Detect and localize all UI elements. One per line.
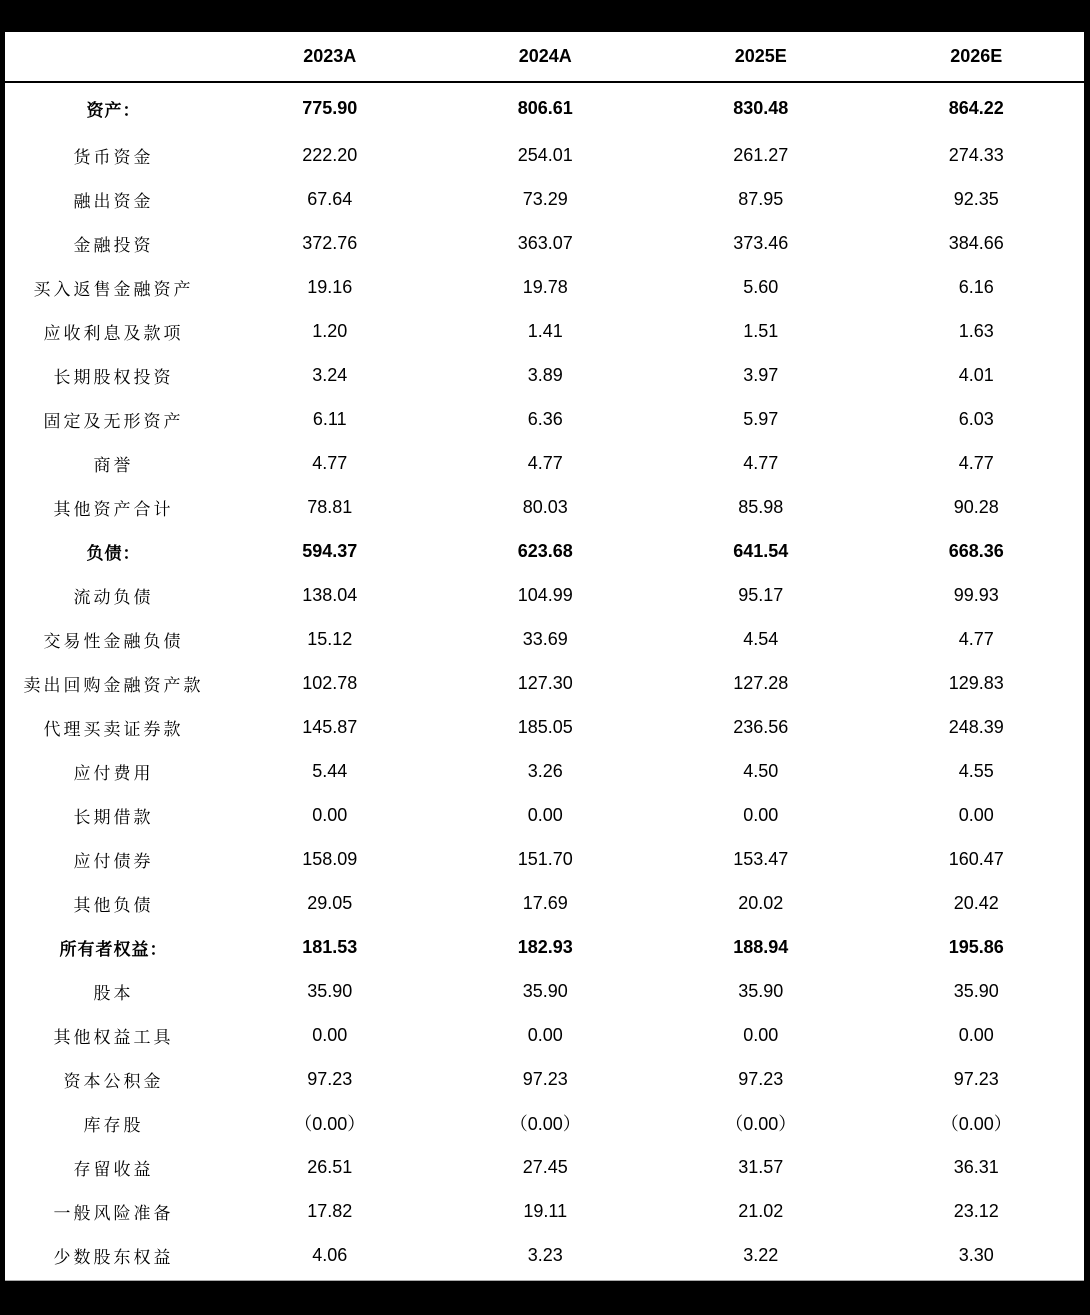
cell-value: 4.55 xyxy=(958,760,994,781)
table-row xyxy=(5,1013,1084,1057)
table-row xyxy=(5,1189,1084,1233)
cell-value: 29.05 xyxy=(307,892,353,913)
cell-value: 3.30 xyxy=(958,1244,994,1265)
row-label: 固定及无形资产 xyxy=(43,411,184,432)
cell-value: 185.05 xyxy=(517,716,573,737)
cell-value: 35.90 xyxy=(738,980,784,1001)
row-label: 长期股权投资 xyxy=(53,367,174,388)
row-label: 负债： xyxy=(86,543,141,564)
cell-value: 145.87 xyxy=(302,716,358,737)
cell-value: 641.54 xyxy=(733,540,789,561)
row-label: 长期借款 xyxy=(73,807,154,828)
cell-value: 151.70 xyxy=(517,848,573,869)
cell-value: 95.17 xyxy=(738,584,784,605)
table-row xyxy=(5,837,1084,881)
row-label: 交易性金融负债 xyxy=(43,631,184,652)
row-label: 融出资金 xyxy=(73,191,154,212)
cell-value: 19.78 xyxy=(522,276,568,297)
cell-value: 104.99 xyxy=(517,584,573,605)
cell-value: 153.47 xyxy=(733,848,789,869)
cell-value: 160.47 xyxy=(948,848,1004,869)
cell-value: （0.00） xyxy=(725,1114,797,1134)
cell-value: 0.00 xyxy=(958,1024,994,1045)
cell-value: 0.00 xyxy=(958,804,994,825)
cell-value: 85.98 xyxy=(738,496,784,517)
cell-value: 5.97 xyxy=(743,408,779,429)
table-row xyxy=(5,265,1084,309)
cell-value: 20.02 xyxy=(738,892,784,913)
cell-value: 3.23 xyxy=(527,1244,563,1265)
cell-value: 73.29 xyxy=(522,188,568,209)
cell-value: 127.30 xyxy=(517,672,573,693)
cell-value: 1.51 xyxy=(743,320,779,341)
header-year-3: 2025E xyxy=(653,32,869,82)
cell-value: 0.00 xyxy=(312,1024,348,1045)
table-row xyxy=(5,617,1084,661)
cell-value: 195.86 xyxy=(948,936,1004,957)
cell-value: 1.63 xyxy=(958,320,994,341)
cell-value: 384.66 xyxy=(948,232,1004,253)
table-row xyxy=(5,397,1084,441)
header-year-2: 2024A xyxy=(438,32,654,82)
cell-value: 4.77 xyxy=(958,628,994,649)
cell-value: 594.37 xyxy=(302,540,358,561)
table-row xyxy=(5,353,1084,397)
cell-value: 92.35 xyxy=(953,188,999,209)
row-label: 金融投资 xyxy=(73,235,154,256)
cell-value: 0.00 xyxy=(527,804,563,825)
row-label: 其他负债 xyxy=(73,895,154,916)
cell-value: 35.90 xyxy=(307,980,353,1001)
cell-value: 97.23 xyxy=(307,1068,353,1089)
cell-value: 35.90 xyxy=(953,980,999,1001)
table-row xyxy=(5,573,1084,617)
row-label: 少数股东权益 xyxy=(53,1247,174,1268)
cell-value: 3.97 xyxy=(743,364,779,385)
table-row xyxy=(5,969,1084,1013)
cell-value: 3.26 xyxy=(527,760,563,781)
cell-value: （0.00） xyxy=(509,1114,581,1134)
cell-value: 668.36 xyxy=(948,540,1004,561)
cell-value: 127.28 xyxy=(733,672,789,693)
cell-value: 373.46 xyxy=(733,232,789,253)
cell-value: 97.23 xyxy=(738,1068,784,1089)
table-row xyxy=(5,705,1084,749)
balance-sheet-table xyxy=(5,32,1084,1277)
table-row xyxy=(5,309,1084,353)
table-row xyxy=(5,221,1084,265)
table-row xyxy=(5,661,1084,705)
cell-value: 4.06 xyxy=(312,1244,348,1265)
cell-value: 6.03 xyxy=(958,408,994,429)
cell-value: 35.90 xyxy=(522,980,568,1001)
row-label: 货币资金 xyxy=(73,147,154,168)
cell-value: 6.36 xyxy=(527,408,563,429)
cell-value: 3.89 xyxy=(527,364,563,385)
cell-value: 78.81 xyxy=(307,496,353,517)
table-row xyxy=(5,1101,1084,1145)
cell-value: 363.07 xyxy=(517,232,573,253)
cell-value: 26.51 xyxy=(307,1156,353,1177)
table-row xyxy=(5,177,1084,221)
row-label: 商誉 xyxy=(93,455,134,476)
row-label: 其他资产合计 xyxy=(53,499,174,520)
cell-value: 5.44 xyxy=(312,760,348,781)
cell-value: 20.42 xyxy=(953,892,999,913)
table-row xyxy=(5,441,1084,485)
cell-value: 138.04 xyxy=(302,584,358,605)
cell-value: 19.11 xyxy=(523,1200,568,1221)
cell-value: 248.39 xyxy=(948,716,1004,737)
cell-value: 182.93 xyxy=(517,936,573,957)
section-total-row xyxy=(5,925,1084,969)
row-label: 库存股 xyxy=(83,1115,144,1136)
bottom-divider xyxy=(5,1280,1084,1281)
cell-value: 97.23 xyxy=(953,1068,999,1089)
cell-value: 6.11 xyxy=(312,408,347,429)
cell-value: 261.27 xyxy=(733,144,789,165)
cell-value: 21.02 xyxy=(738,1200,784,1221)
row-label: 一般风险准备 xyxy=(53,1203,174,1224)
cell-value: 15.12 xyxy=(307,628,353,649)
cell-value: 236.56 xyxy=(733,716,789,737)
cell-value: 806.61 xyxy=(517,97,573,118)
cell-value: 1.41 xyxy=(527,320,563,341)
row-label: 其他权益工具 xyxy=(53,1027,174,1048)
table-row xyxy=(5,1233,1084,1277)
table-row xyxy=(5,1145,1084,1189)
section-total-row xyxy=(5,529,1084,573)
cell-value: 0.00 xyxy=(743,804,779,825)
table-row xyxy=(5,881,1084,925)
header-row xyxy=(5,32,1084,82)
table-row xyxy=(5,1057,1084,1101)
cell-value: 4.54 xyxy=(743,628,779,649)
cell-value: 0.00 xyxy=(743,1024,779,1045)
cell-value: 4.77 xyxy=(743,452,779,473)
cell-value: 23.12 xyxy=(953,1200,999,1221)
cell-value: 864.22 xyxy=(948,97,1004,118)
cell-value: 775.90 xyxy=(302,97,358,118)
section-total-row xyxy=(5,82,1084,133)
row-label: 股本 xyxy=(93,983,134,1004)
cell-value: 19.16 xyxy=(307,276,353,297)
cell-value: 372.76 xyxy=(302,232,358,253)
header-year-1: 2023A xyxy=(222,32,438,82)
cell-value: 5.60 xyxy=(743,276,779,297)
cell-value: 129.83 xyxy=(948,672,1004,693)
cell-value: 4.77 xyxy=(527,452,563,473)
row-label: 所有者权益： xyxy=(59,939,168,960)
cell-value: 1.20 xyxy=(312,320,348,341)
row-label: 资本公积金 xyxy=(63,1071,164,1092)
cell-value: 0.00 xyxy=(312,804,348,825)
row-label: 应付费用 xyxy=(73,763,154,784)
cell-value: 4.77 xyxy=(312,452,348,473)
row-label: 应收利息及款项 xyxy=(43,323,184,344)
cell-value: 99.93 xyxy=(953,584,999,605)
row-label: 买入返售金融资产 xyxy=(33,279,194,300)
cell-value: 80.03 xyxy=(522,496,568,517)
row-label: 代理买卖证券款 xyxy=(43,719,184,740)
cell-value: 6.16 xyxy=(958,276,994,297)
cell-value: 254.01 xyxy=(517,144,573,165)
balance-sheet-panel xyxy=(5,32,1084,1281)
table-body xyxy=(5,82,1084,1277)
cell-value: 17.82 xyxy=(307,1200,353,1221)
cell-value: 188.94 xyxy=(733,936,789,957)
cell-value: 87.95 xyxy=(738,188,784,209)
cell-value: 830.48 xyxy=(733,97,789,118)
table-row xyxy=(5,793,1084,837)
cell-value: 0.00 xyxy=(527,1024,563,1045)
cell-value: （0.00） xyxy=(940,1114,1012,1134)
cell-value: 4.77 xyxy=(958,452,994,473)
cell-value: 4.50 xyxy=(743,760,779,781)
table-row xyxy=(5,485,1084,529)
cell-value: 31.57 xyxy=(738,1156,784,1177)
cell-value: 33.69 xyxy=(522,628,568,649)
cell-value: 623.68 xyxy=(517,540,573,561)
cell-value: 67.64 xyxy=(307,188,353,209)
header-year-4: 2026E xyxy=(869,32,1085,82)
cell-value: 3.24 xyxy=(312,364,348,385)
row-label: 流动负债 xyxy=(73,587,154,608)
cell-value: 27.45 xyxy=(522,1156,568,1177)
cell-value: 181.53 xyxy=(302,936,358,957)
cell-value: 158.09 xyxy=(302,848,358,869)
cell-value: 90.28 xyxy=(953,496,999,517)
cell-value: 222.20 xyxy=(302,144,358,165)
cell-value: 4.01 xyxy=(958,364,994,385)
header-label-column xyxy=(5,32,222,82)
row-label: 存留收益 xyxy=(73,1159,154,1180)
row-label: 应付债券 xyxy=(73,851,154,872)
cell-value: 3.22 xyxy=(743,1244,779,1265)
cell-value: （0.00） xyxy=(294,1114,366,1134)
cell-value: 97.23 xyxy=(522,1068,568,1089)
cell-value: 17.69 xyxy=(522,892,568,913)
cell-value: 36.31 xyxy=(953,1156,999,1177)
cell-value: 274.33 xyxy=(948,144,1004,165)
table-row xyxy=(5,133,1084,177)
cell-value: 102.78 xyxy=(302,672,358,693)
row-label: 卖出回购金融资产款 xyxy=(23,675,204,696)
row-label: 资产： xyxy=(86,100,141,121)
table-row xyxy=(5,749,1084,793)
